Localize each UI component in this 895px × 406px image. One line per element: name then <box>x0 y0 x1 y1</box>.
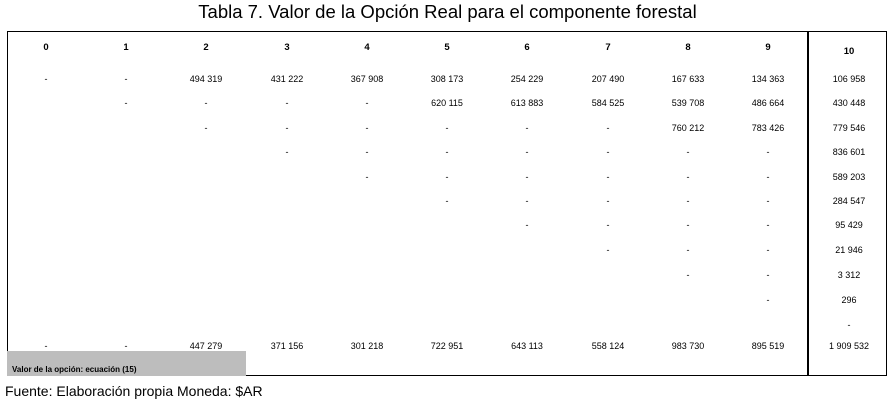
column-header: 10 <box>843 46 855 57</box>
table-cell: - <box>204 123 208 133</box>
source-note: Fuente: Elaboración propia Moneda: $AR <box>5 383 263 399</box>
total-cell: 447 279 <box>189 341 223 351</box>
table-cell: - <box>606 196 610 206</box>
table-cell: - <box>445 147 449 157</box>
total-cell: 983 730 <box>671 341 705 351</box>
table-cell: 584 525 <box>591 98 625 108</box>
table-cell: - <box>766 270 770 280</box>
column-header: 1 <box>123 42 129 53</box>
table-cell: 486 664 <box>751 98 785 108</box>
column-header: 5 <box>444 42 450 53</box>
table-cell: 284 547 <box>832 196 866 206</box>
table-cell: - <box>365 123 369 133</box>
table-cell: - <box>686 147 690 157</box>
table-cell: 207 490 <box>591 74 625 84</box>
total-cell: 301 218 <box>350 341 384 351</box>
column-header: 4 <box>364 42 370 53</box>
table-cell: - <box>525 196 529 206</box>
table-cell: - <box>606 147 610 157</box>
table-cell: - <box>766 196 770 206</box>
table-cell: - <box>204 98 208 108</box>
table-cell: - <box>365 172 369 182</box>
table-cell: - <box>285 123 289 133</box>
table-title: Tabla 7. Valor de la Opción Real para el componente forestal <box>198 1 697 22</box>
table-cell: - <box>365 147 369 157</box>
column-header: 2 <box>203 42 209 53</box>
option-value-label: Valor de la opción: ecuación (15) <box>12 365 137 374</box>
table-cell: - <box>686 196 690 206</box>
column-header: 3 <box>284 42 290 53</box>
table-cell: - <box>606 220 610 230</box>
table-cell: 95 429 <box>835 220 863 230</box>
table-cell: - <box>365 98 369 108</box>
total-cell: 558 124 <box>591 341 625 351</box>
table-cell: 431 222 <box>270 74 304 84</box>
column-header: 0 <box>43 42 49 53</box>
column-header: 8 <box>685 42 691 53</box>
table-cell: - <box>686 172 690 182</box>
table-cell: 21 946 <box>835 245 863 255</box>
table-cell: 3 312 <box>837 270 861 280</box>
table-cell: 430 448 <box>832 98 866 108</box>
total-cell: 722 951 <box>430 341 464 351</box>
table-cell: - <box>124 74 128 84</box>
table-cell: 494 319 <box>189 74 223 84</box>
table-cell: 367 908 <box>350 74 384 84</box>
table-cell: - <box>445 123 449 133</box>
table-cell: 836 601 <box>832 147 866 157</box>
table-cell: 106 958 <box>832 74 866 84</box>
table-cell: - <box>686 245 690 255</box>
table-cell: - <box>686 270 690 280</box>
total-cell: 895 519 <box>751 341 785 351</box>
table-cell: - <box>686 220 690 230</box>
table-cell: - <box>766 147 770 157</box>
table-cell: - <box>606 123 610 133</box>
table-cell: - <box>766 245 770 255</box>
table-cell: 134 363 <box>751 74 785 84</box>
table-cell: - <box>525 172 529 182</box>
table-cell: - <box>525 123 529 133</box>
table-cell: 296 <box>841 295 857 305</box>
total-cell: 371 156 <box>270 341 304 351</box>
table-cell: - <box>285 147 289 157</box>
table-cell: - <box>285 98 289 108</box>
column-header: 7 <box>605 42 611 53</box>
column-header: 6 <box>524 42 530 53</box>
table-cell: - <box>525 147 529 157</box>
table-cell: - <box>445 172 449 182</box>
table-cell: - <box>44 74 48 84</box>
table-cell: - <box>766 172 770 182</box>
total-cell: 1 909 532 <box>828 341 870 351</box>
total-cell: 643 113 <box>511 341 543 351</box>
total-cell: - <box>124 341 128 351</box>
table-cell: 613 883 <box>510 98 544 108</box>
table-cell: 254 229 <box>510 74 544 84</box>
table-cell: 783 426 <box>751 123 785 133</box>
table-cell: 167 633 <box>671 74 705 84</box>
table-cell: - <box>766 295 770 305</box>
table-cell: 308 173 <box>430 74 464 84</box>
table-cell: - <box>606 172 610 182</box>
table-cell: - <box>847 320 851 330</box>
table-cell: 589 203 <box>832 172 866 182</box>
table-cell: - <box>606 245 610 255</box>
table-cell: 760 212 <box>671 123 705 133</box>
table-cell: 620 115 <box>431 98 463 108</box>
table-cell: 779 546 <box>832 123 866 133</box>
column-header: 9 <box>765 42 771 53</box>
total-cell: - <box>44 341 48 351</box>
table-cell: - <box>525 220 529 230</box>
table-cell: 539 708 <box>671 98 705 108</box>
table-cell: - <box>766 220 770 230</box>
table-cell: - <box>124 98 128 108</box>
table-cell: - <box>445 196 449 206</box>
